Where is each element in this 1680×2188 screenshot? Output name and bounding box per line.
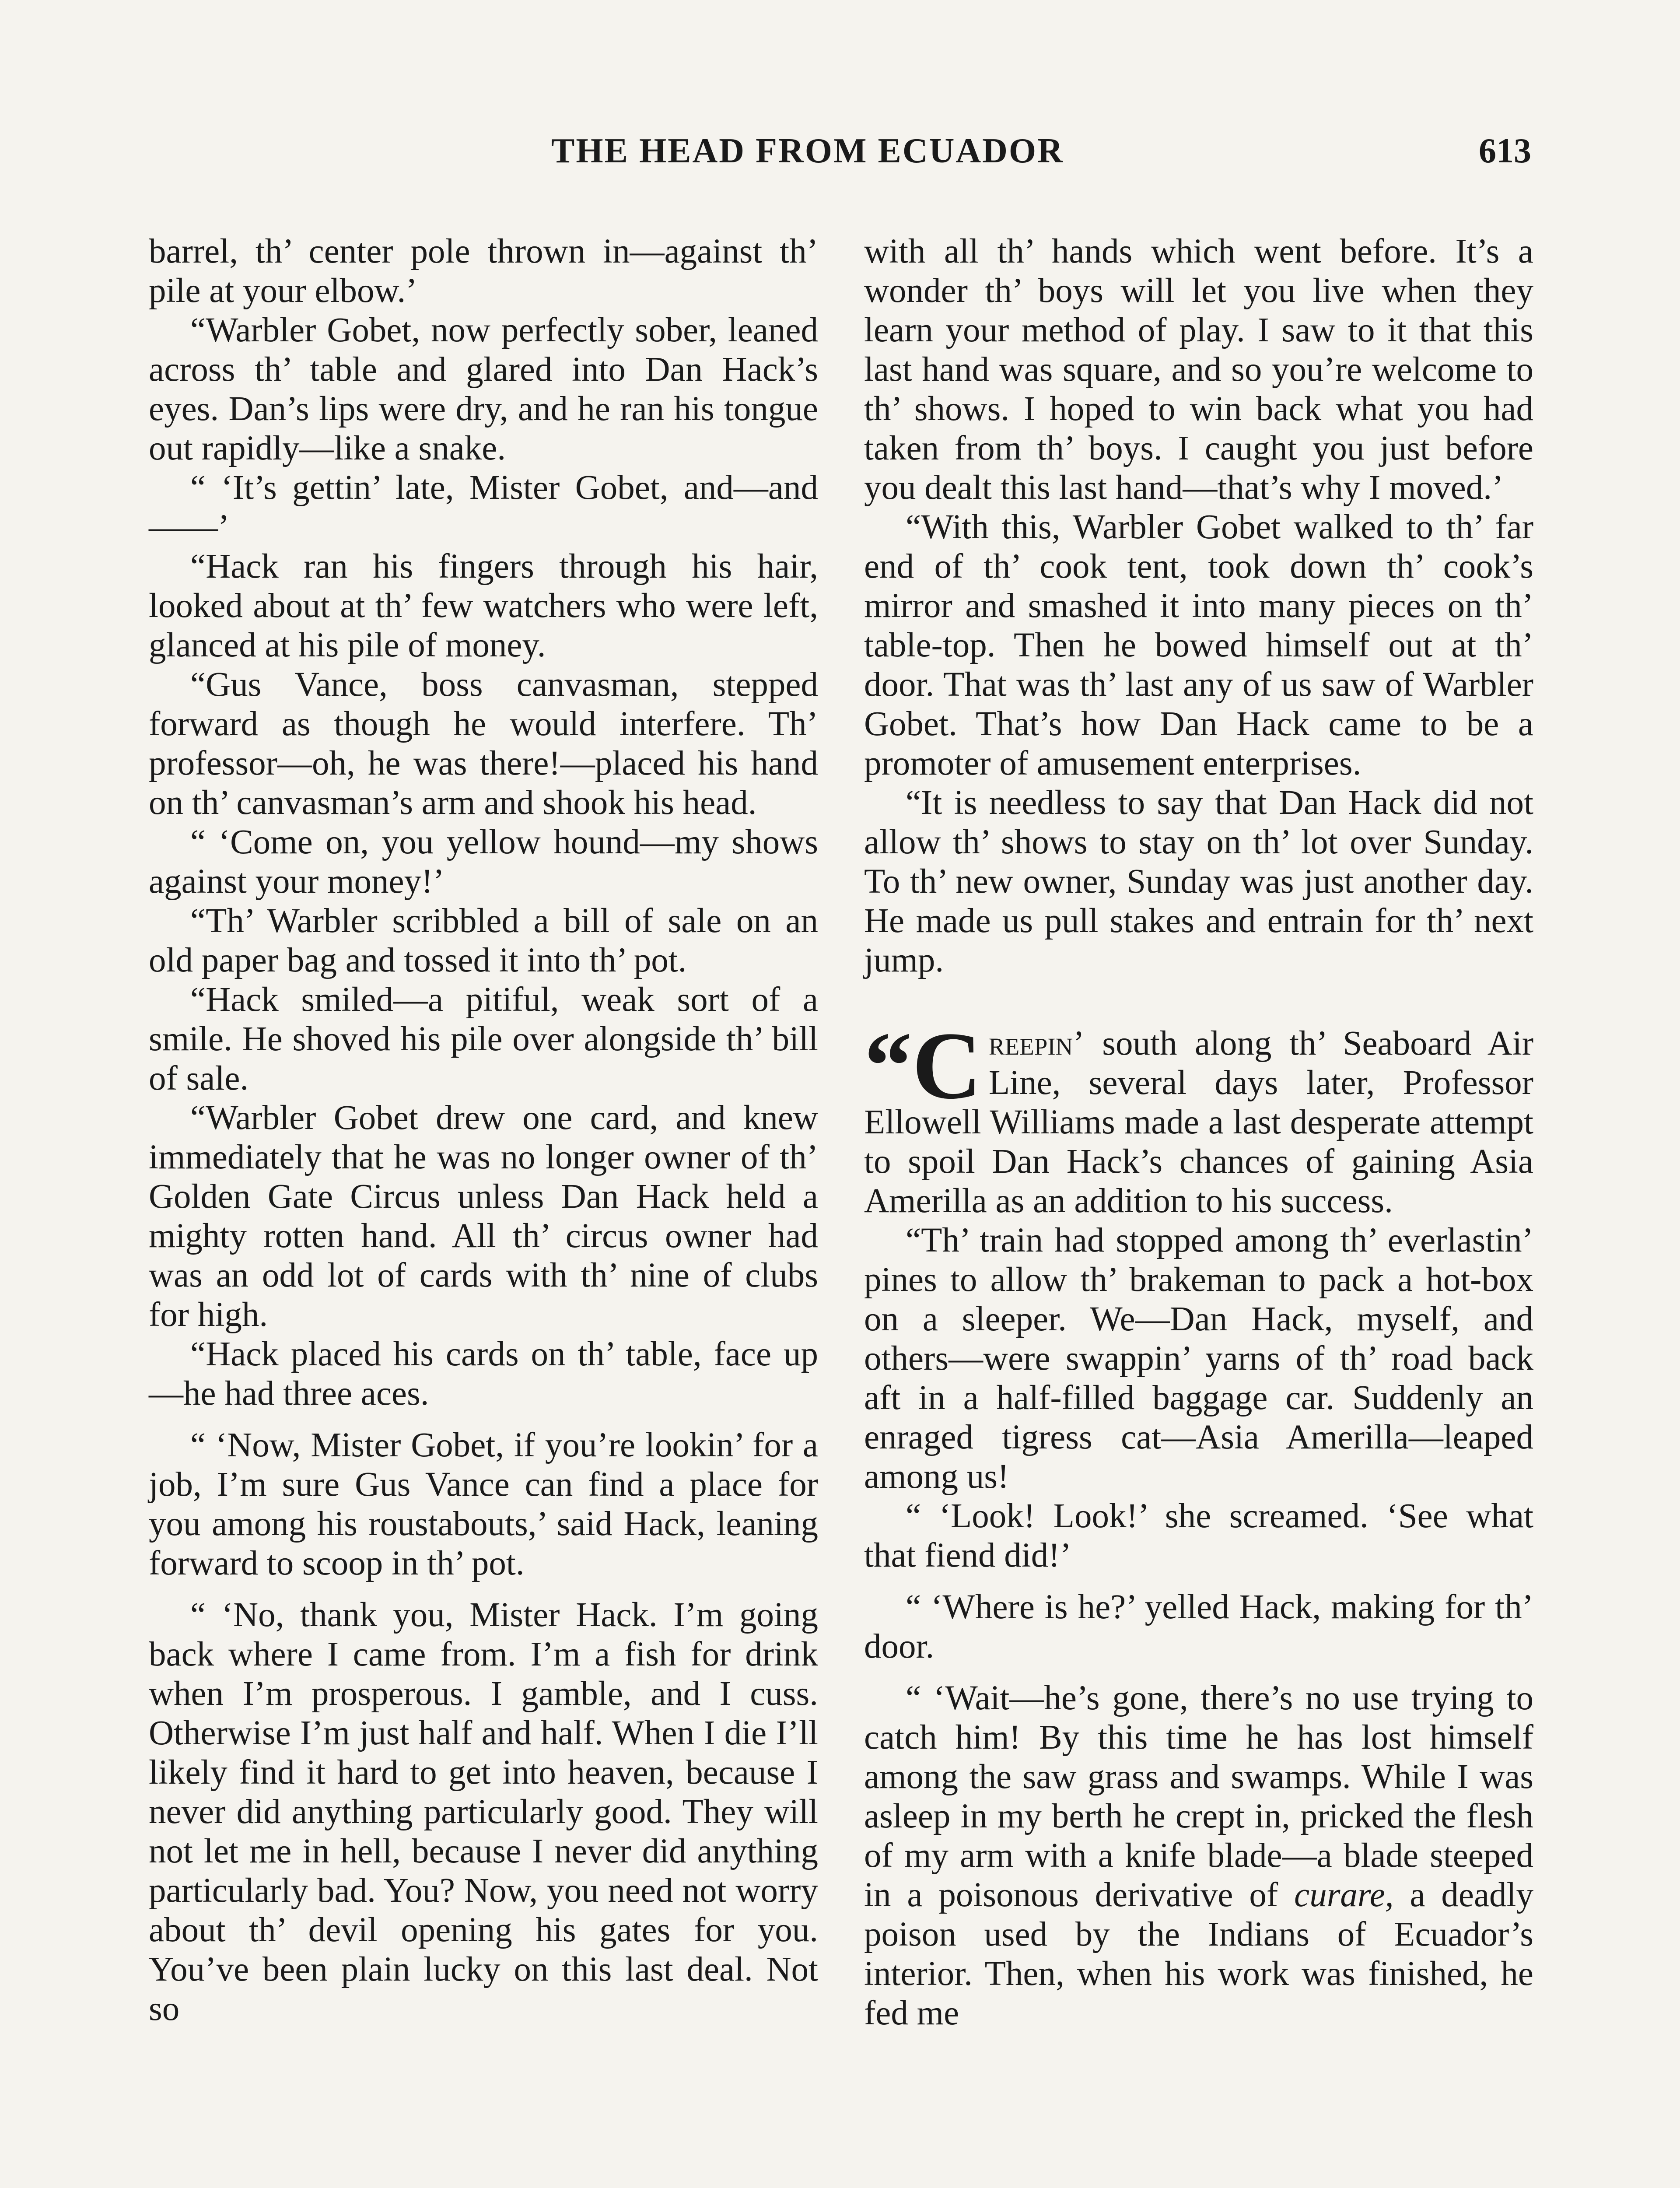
small-caps-lead: reepin’ [988, 1024, 1085, 1062]
paragraph: “Th’ Warbler scribbled a bill of sale on an old paper bag and tossed it into th’ pot. [149, 902, 818, 979]
page-number: 613 [1479, 132, 1531, 170]
paragraph: “Hack ran his fingers through his hair, looked about at th’ few watchers who were left, glanced at his pile of money. [149, 547, 818, 664]
paragraph [864, 1679, 1533, 2033]
paragraph: “ ‘It’s gettin’ late, Mister Gobet, and—and——’ [149, 469, 818, 546]
paragraph: “Gus Vance, boss canvasman, stepped forward as though he would interfere. Th’ professor—oh, he was there!—placed his hand on th’ canvasman’s arm and shook his head. [149, 666, 818, 822]
paragraph: “It is needless to say that Dan Hack did not allow th’ shows to stay on th’ lot over Sunday. To th’ new owner, Sunday was just another day. He made us pull stakes and entrain for th’ next jump. [864, 784, 1533, 979]
paragraph: “ ‘Come on, you yellow hound—my shows against your money!’ [149, 823, 818, 901]
paragraph: “Hack placed his cards on th’ table, face up—he had three aces. [149, 1335, 818, 1413]
paragraph: “Hack smiled—a pitiful, weak sort of a smile. He shoved his pile over alongside th’ bill of sale. [149, 981, 818, 1098]
paragraph: with all th’ hands which went before. It’s a wonder th’ boys will let you live when they learn your method of play. I saw to it that this last hand was square, and so you’re welcome to th’ shows. I hoped to win back what you had taken from th’ boys. I caught you just before you dealt this last hand—that’s why I moved.’ [864, 232, 1533, 507]
paragraph: “Th’ train had stopped among th’ everlastin’ pines to allow th’ brakeman to pack a hot-box on a sleeper. We—Dan Hack, myself, and others—were swappin’ yarns of th’ road back aft in a half-filled baggage car. Suddenly an enraged tigress cat—Asia Amerilla—leaped among us! [864, 1221, 1533, 1496]
drop-cap [864, 1012, 982, 1119]
final-text-b: a deadly poison used by the Indians of Ecuador’s interior. Then, when his work was finished, he fed me [864, 1876, 1534, 2032]
left-column [149, 232, 818, 2029]
running-title: THE HEAD FROM ECUADOR [551, 132, 1064, 170]
drop-cap-quote: “ [864, 1012, 912, 1119]
paragraph: “Warbler Gobet drew one card, and knew immediately that he was no longer owner of th’ Golden Gate Circus unless Dan Hack held a mighty rotten hand. All th’ circus owner had was an odd lot of cards with th’ nine of clubs for high. [149, 1099, 818, 1334]
page-header [149, 131, 1531, 184]
paragraph: “ ‘No, thank you, Mister Hack. I’m going back where I came from. I’m a fish for drink when I’m prosperous. I gamble, and I cuss. Otherwise I’m just half and half. When I die I’ll likely find it hard to get into heaven, because I never did anything particularly good. They will not let me in hell, because I never did anything particularly bad. You? Now, you need not worry about th’ devil opening his gates for you. You’ve been plain lucky on this last deal. Not so [149, 1596, 818, 2028]
paragraph: barrel, th’ center pole thrown in—against th’ pile at your elbow.’ [149, 232, 818, 310]
paragraph: “ ‘Now, Mister Gobet, if you’re lookin’ for a job, I’m sure Gus Vance can find a place for you among his roustabouts,’ said Hack, leaning forward to scoop in th’ pot. [149, 1426, 818, 1582]
final-text-a: “ ‘Wait—he’s gone, there’s no use trying to catch him! By this time he has lost himself among the saw grass and swamps. While I was asleep in my berth he crept in, pricked the flesh of my arm with a knife blade—a blade steeped in a poisonous derivative of [864, 1679, 1533, 1914]
paragraph: “Warbler Gobet, now perfectly sober, leaned across th’ table and glared into Dan Hack’s eyes. Dan’s lips were dry, and he ran his tongue out rapidly—like a snake. [149, 311, 818, 467]
paragraph: “With this, Warbler Gobet walked to th’ far end of th’ cook tent, took down th’ cook’s mirror and smashed it into many pieces on th’ table-top. Then he bowed himself out at th’ door. That was th’ last any of us saw of Warbler Gobet. That’s how Dan Hack came to be a promoter of amusement enterprises. [864, 508, 1533, 782]
right-column [864, 232, 1533, 2033]
section-start-text: south along th’ Seaboard Air Line, several days later, Professor Ellowell Williams made a last desperate attempt to spoil Dan Hack’s chances of gaining Asia Amerilla as an addition to his success. [864, 1024, 1533, 1220]
paragraph: “ ‘Where is he?’ yelled Hack, making for th’ door. [864, 1588, 1533, 1666]
italic-word: curare, [1294, 1876, 1394, 1914]
drop-cap-letter: C [912, 1012, 982, 1119]
section-start-paragraph [864, 1012, 1533, 1221]
paragraph: “ ‘Look! Look!’ she screamed. ‘See what that fiend did!’ [864, 1497, 1533, 1574]
